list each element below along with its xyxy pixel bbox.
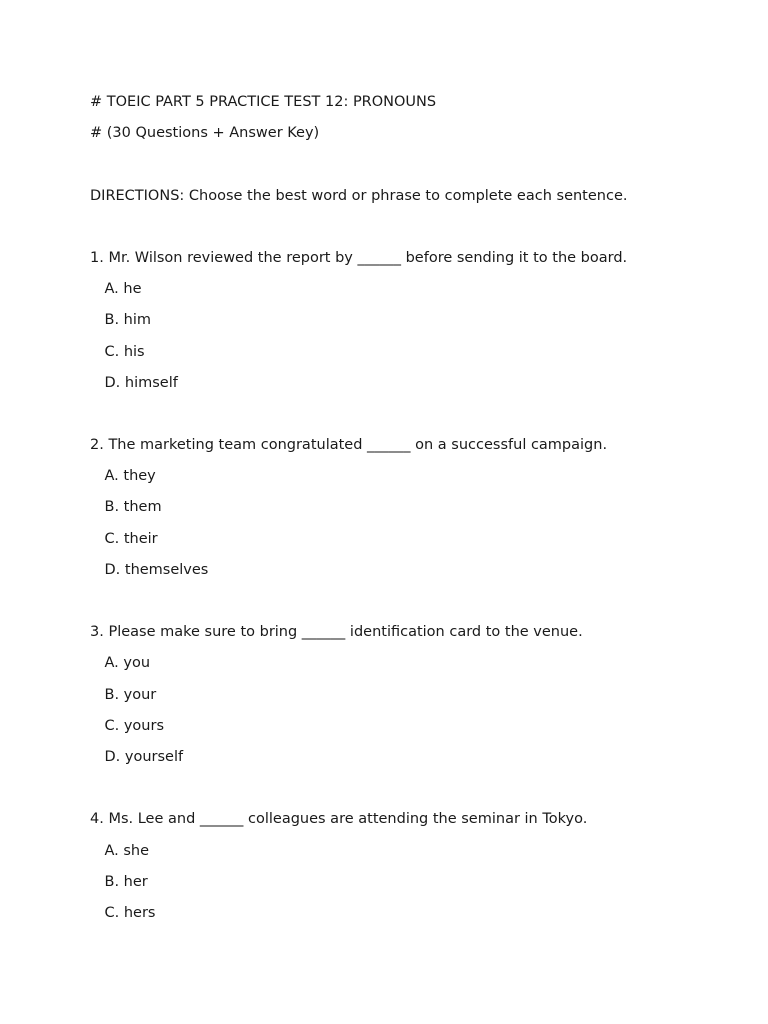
document-title: # TOEIC PART 5 PRACTICE TEST 12: PRONOUNS [90, 94, 437, 110]
question-text: 2. The marketing team congratulated ______ on a successful campaign. [90, 437, 608, 454]
answer-option-a: A. he [104, 281, 142, 298]
answer-option-b: B. him [104, 312, 152, 329]
answer-option-b: B. your [104, 686, 157, 703]
answer-option-c: C. yours [104, 717, 165, 734]
question-text: 3. Please make sure to bring ______ identification card to the venue. [90, 624, 583, 641]
question-block-2 [90, 435, 740, 591]
spacer [90, 778, 740, 809]
answer-option-a: A. you [104, 655, 151, 672]
answer-option-a: A. they [104, 468, 156, 485]
spacer [90, 404, 740, 435]
document-page [90, 92, 740, 934]
answer-option-c: C. hers [104, 904, 156, 921]
answer-option-b: B. her [104, 873, 148, 890]
answer-option-b: B. them [104, 499, 162, 516]
spacer [90, 591, 740, 622]
question-block-4 [90, 809, 740, 934]
question-text: 4. Ms. Lee and ______ colleagues are attending the seminar in Tokyo. [90, 811, 588, 828]
spacer [90, 217, 740, 248]
question-block-1 [90, 248, 740, 404]
answer-option-d: D. yourself [104, 748, 184, 765]
spacer [90, 154, 740, 185]
answer-option-c: C. their [104, 530, 158, 547]
question-text: 1. Mr. Wilson reviewed the report by ______ before sending it to the board. [90, 249, 628, 266]
answer-option-c: C. his [104, 343, 145, 360]
answer-option-a: A. she [104, 842, 150, 859]
question-block-3 [90, 622, 740, 778]
directions-text: DIRECTIONS: Choose the best word or phrase to complete each sentence. [90, 187, 628, 204]
document-subtitle: # (30 Questions + Answer Key) [90, 125, 320, 142]
answer-option-d: D. himself [104, 374, 178, 391]
answer-option-d: D. themselves [104, 561, 209, 578]
